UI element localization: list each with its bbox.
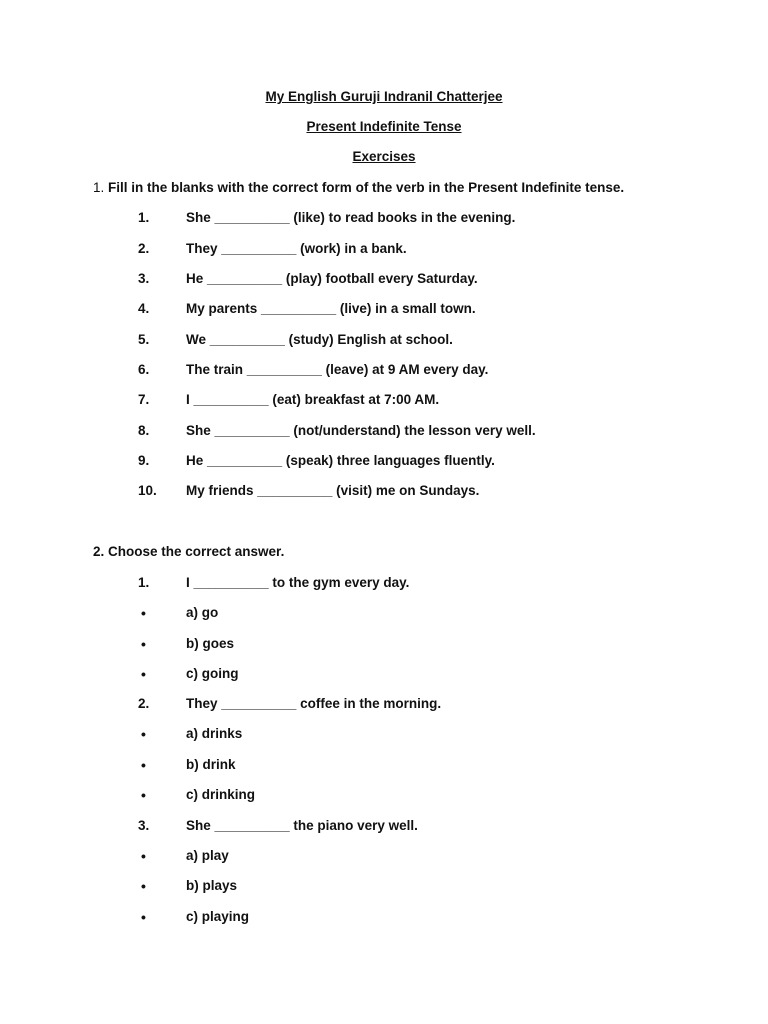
answer-option: b) goes	[186, 636, 235, 651]
bullet-icon: •	[141, 605, 146, 621]
topic-heading: Present Indefinite Tense	[306, 119, 462, 134]
question-number: 3.	[138, 818, 150, 833]
bullet-icon: •	[141, 909, 146, 925]
question-text: I __________ to the gym every day.	[186, 575, 410, 590]
exercise-item: The train __________ (leave) at 9 AM every day.	[186, 362, 489, 377]
question-number: 2.	[138, 696, 150, 711]
exercise-item: He __________ (play) football every Saturday.	[186, 271, 478, 286]
exercise-item: My friends __________ (visit) me on Sundays.	[186, 483, 480, 498]
bullet-icon: •	[141, 878, 146, 894]
answer-option: b) plays	[186, 878, 238, 893]
exercise-item: I __________ (eat) breakfast at 7:00 AM.	[186, 392, 440, 407]
item-number: 8.	[138, 423, 150, 438]
item-number: 9.	[138, 453, 150, 468]
answer-option: b) drink	[186, 757, 236, 772]
answer-option: a) drinks	[186, 726, 243, 741]
answer-option: c) playing	[186, 909, 250, 924]
section-heading: Exercises	[352, 149, 416, 164]
bullet-icon: •	[141, 666, 146, 682]
answer-option: a) play	[186, 848, 229, 863]
answer-option: c) drinking	[186, 787, 256, 802]
item-number: 4.	[138, 301, 150, 316]
item-number: 2.	[138, 241, 150, 256]
item-number: 5.	[138, 332, 150, 347]
bullet-icon: •	[141, 848, 146, 864]
question-text: They __________ coffee in the morning.	[186, 696, 442, 711]
exercise-1-instruction	[93, 180, 624, 195]
answer-option: c) going	[186, 666, 239, 681]
exercise-item: She __________ (like) to read books in the evening.	[186, 210, 516, 225]
bullet-icon: •	[141, 757, 146, 773]
author-heading: My English Guruji Indranil Chatterjee	[265, 89, 503, 104]
bullet-icon: •	[141, 726, 146, 742]
exercise-item: We __________ (study) English at school.	[186, 332, 453, 347]
question-number: 1.	[138, 575, 150, 590]
exercise-1-number: 1.	[93, 180, 105, 195]
item-number: 7.	[138, 392, 150, 407]
item-number: 1.	[138, 210, 150, 225]
item-number: 10.	[138, 483, 157, 498]
answer-option: a) go	[186, 605, 219, 620]
item-number: 3.	[138, 271, 150, 286]
exercise-item: He __________ (speak) three languages fluently.	[186, 453, 495, 468]
exercise-item: They __________ (work) in a bank.	[186, 241, 407, 256]
question-text: She __________ the piano very well.	[186, 818, 418, 833]
exercise-1-instruction-text: Fill in the blanks with the correct form of the verb in the Present Indefinite tense.	[108, 180, 625, 195]
item-number: 6.	[138, 362, 150, 377]
bullet-icon: •	[141, 787, 146, 803]
exercise-2-instruction: 2. Choose the correct answer.	[93, 544, 285, 559]
exercise-item: My parents __________ (live) in a small town.	[186, 301, 476, 316]
bullet-icon: •	[141, 636, 146, 652]
exercise-item: She __________ (not/understand) the lesson very well.	[186, 423, 536, 438]
